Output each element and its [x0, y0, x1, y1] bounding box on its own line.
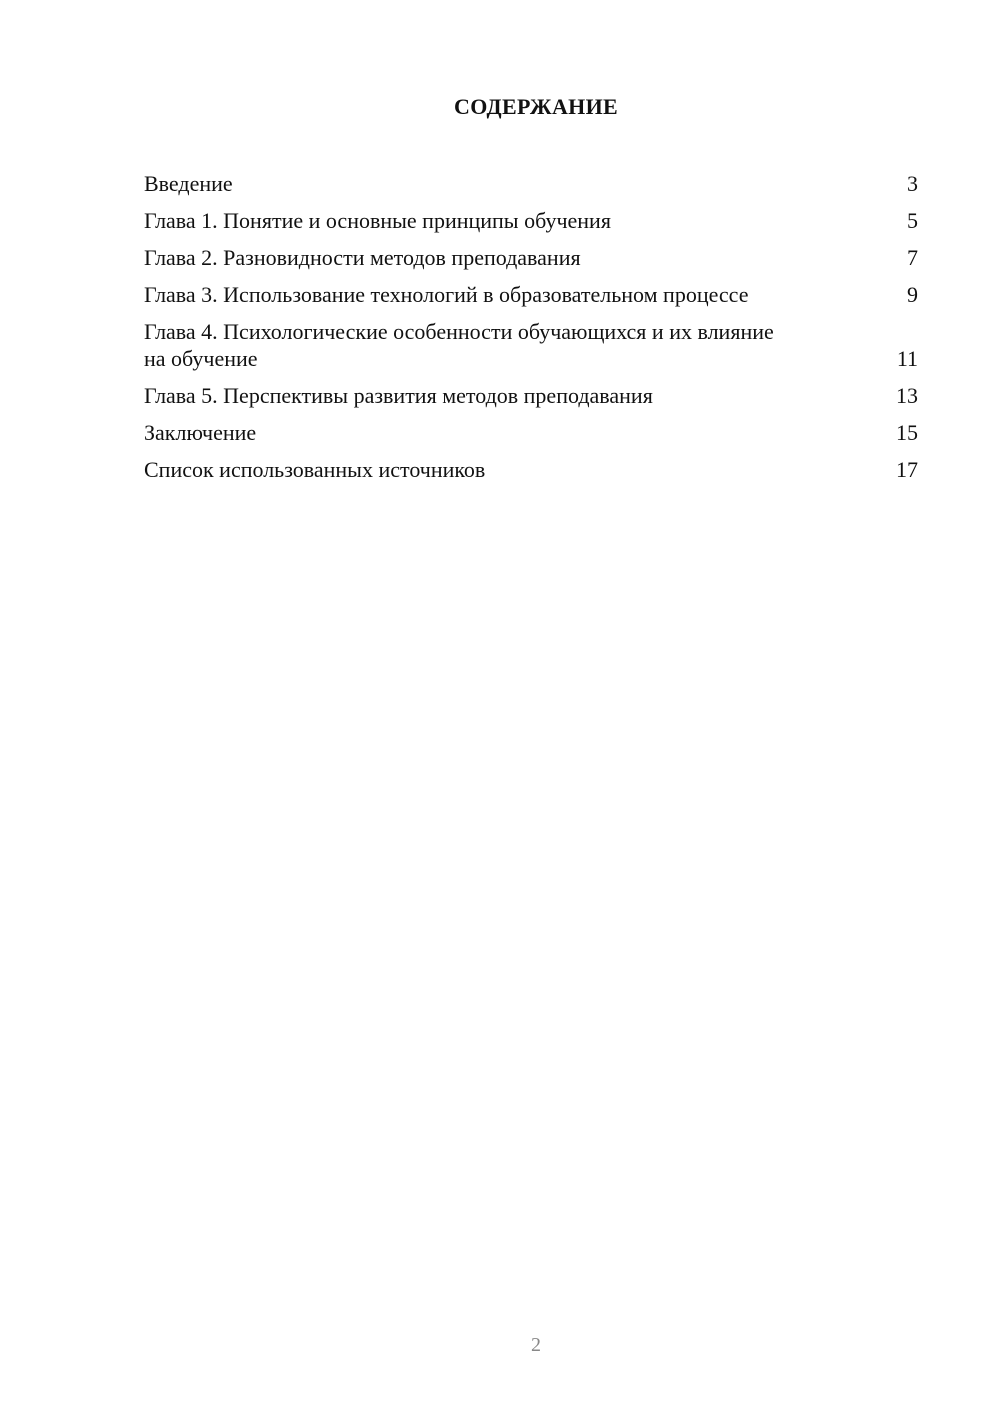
toc-entry-references	[144, 456, 918, 483]
toc-entry-title: Введение	[144, 171, 233, 196]
toc-entry-title: Список использованных источников	[144, 457, 486, 482]
toc-entry-conclusion	[144, 419, 918, 446]
toc-entry-title: Глава 4. Психологические особенности обучающихся и их влияние на обучение	[144, 319, 774, 371]
toc-entry-page: 7	[907, 245, 918, 270]
toc-entry-page: 3	[907, 171, 918, 196]
toc-entry-chapter-4	[144, 318, 918, 372]
toc-entry-page: 13	[896, 383, 918, 408]
toc-entry-introduction	[144, 170, 918, 197]
toc-entry-page: 9	[907, 282, 918, 307]
toc-entry-page: 5	[907, 208, 918, 233]
page-number: 2	[531, 1334, 541, 1356]
toc-entry-title: Глава 5. Перспективы развития методов преподавания	[144, 383, 653, 408]
toc-entry-title: Заключение	[144, 420, 257, 445]
toc-entry-chapter-3	[144, 281, 918, 308]
toc-entry-chapter-1	[144, 207, 918, 234]
toc-entry-title: Глава 1. Понятие и основные принципы обучения	[144, 208, 611, 233]
toc-entry-chapter-2	[144, 244, 918, 271]
toc-entry-title: Глава 3. Использование технологий в образовательном процессе	[144, 282, 749, 307]
toc-entry-page: 15	[896, 420, 918, 445]
toc-entry-page: 17	[896, 457, 918, 482]
page-title: СОДЕРЖАНИЕ	[454, 94, 618, 119]
table-of-contents	[144, 170, 918, 493]
toc-entry-chapter-5	[144, 382, 918, 409]
toc-entry-page: 11	[896, 346, 918, 371]
toc-entry-title: Глава 2. Разновидности методов преподавания	[144, 245, 581, 270]
